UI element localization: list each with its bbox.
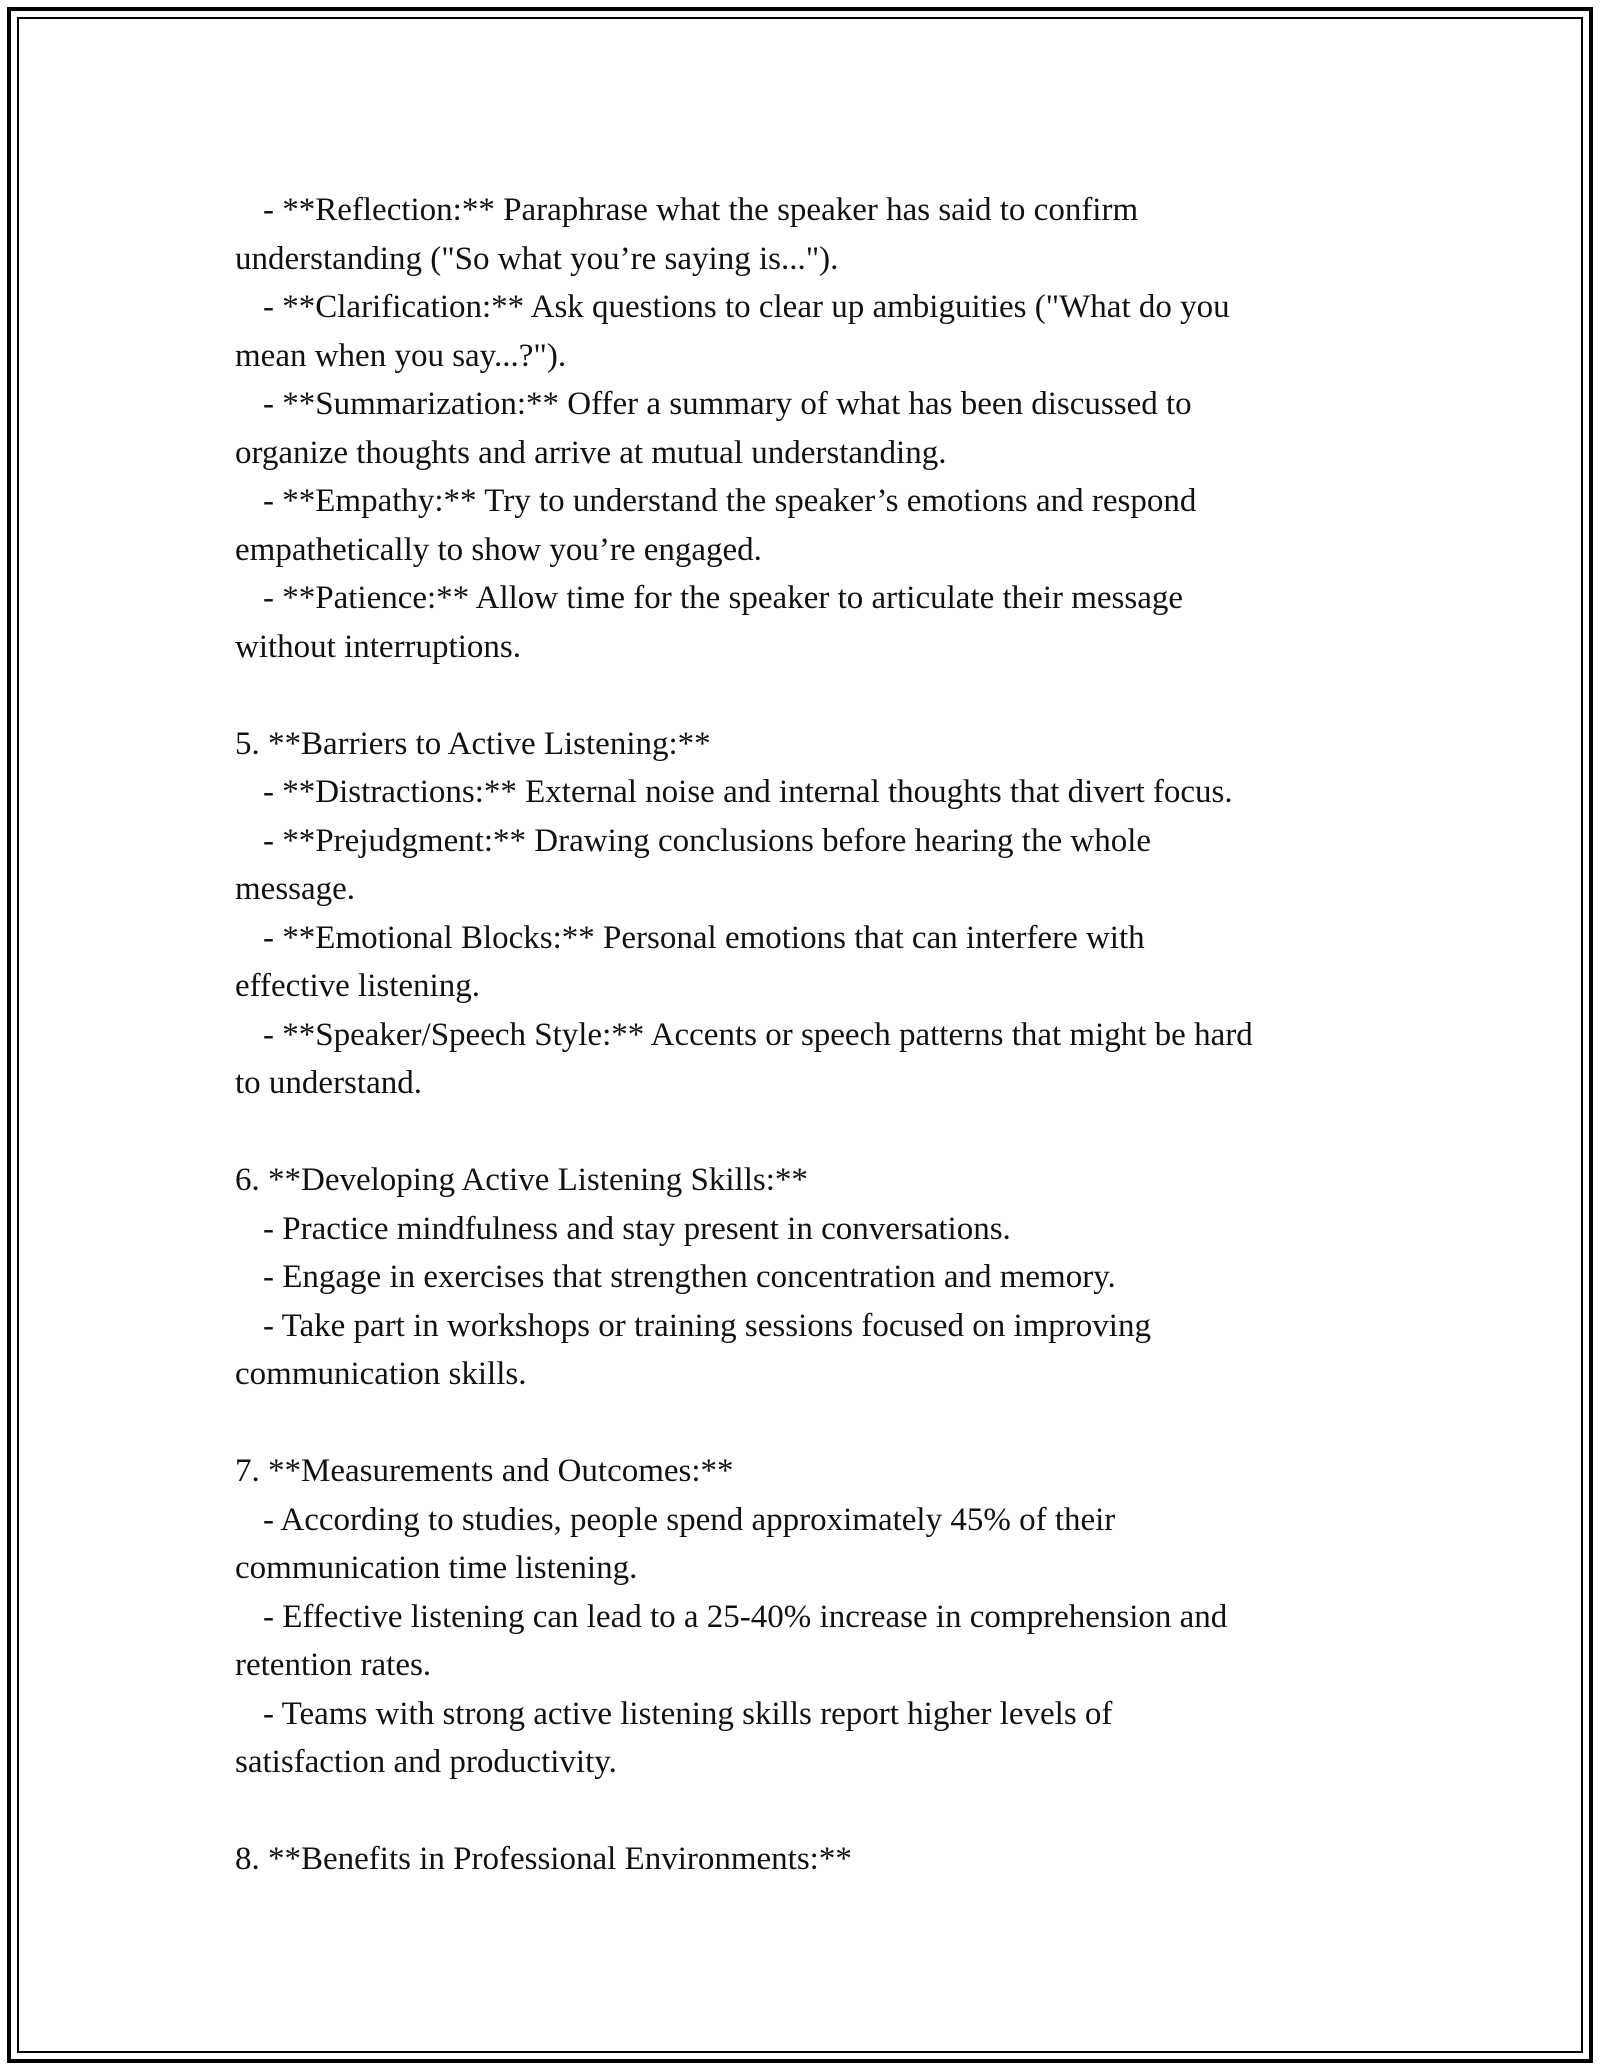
section-heading-measurements: 7. **Measurements and Outcomes:** <box>235 1453 734 1489</box>
section-heading-barriers: 5. **Barriers to Active Listening:** <box>235 725 711 762</box>
list-item-first-line: - According to studies, people spend approximately 45% of their <box>263 1501 1116 1538</box>
section-heading-developing-skills: 6. **Developing Active Listening Skills:** <box>235 1162 808 1198</box>
list-item <box>235 1593 1385 1690</box>
list-item <box>235 1690 1385 1787</box>
list-item-continuation: communication time listening. <box>235 1550 638 1586</box>
list-item <box>235 1011 1385 1108</box>
list-item-first-line: - **Clarification:** Ask questions to clear up ambiguities ("What do you <box>263 289 1230 325</box>
list-item-first-line: - Take part in workshops or training sessions focused on improving <box>263 1307 1151 1344</box>
list-item-first-line: - **Patience:** Allow time for the speaker to articulate their message <box>263 580 1184 616</box>
list-item-first-line: - Practice mindfulness and stay present in conversations. <box>263 1210 1011 1247</box>
list-item-first-line: - **Empathy:** Try to understand the speaker’s emotions and respond <box>263 483 1197 519</box>
list-item-continuation: empathetically to show you’re engaged. <box>235 531 762 568</box>
list-item <box>235 768 1385 817</box>
list-item-first-line: - Engage in exercises that strengthen concentration and memory. <box>263 1259 1116 1295</box>
paragraph-gap <box>235 1108 1385 1157</box>
paragraph-gap <box>235 1787 1385 1836</box>
list-item-continuation: without interruptions. <box>235 628 521 665</box>
list-item-continuation: communication skills. <box>235 1356 527 1392</box>
list-item-first-line: - **Prejudgment:** Drawing conclusions before hearing the whole <box>263 822 1152 859</box>
list-item-first-line: - **Reflection:** Paraphrase what the speaker has said to confirm <box>263 192 1139 228</box>
list-item <box>235 1253 1385 1302</box>
list-item <box>235 1302 1385 1399</box>
paragraph-gap <box>235 671 1385 720</box>
list-item <box>235 1205 1385 1254</box>
list-item-first-line: - Effective listening can lead to a 25-40% increase in comprehension and <box>263 1598 1228 1635</box>
paragraph-gap <box>235 1399 1385 1448</box>
list-item-first-line: - **Summarization:** Offer a summary of what has been discussed to <box>263 386 1192 422</box>
section-heading-benefits: 8. **Benefits in Professional Environments:** <box>235 1841 852 1877</box>
list-item <box>235 817 1385 914</box>
list-item-continuation: understanding ("So what you’re saying is..."). <box>235 240 839 277</box>
list-item <box>235 380 1385 477</box>
list-item <box>235 914 1385 1011</box>
list-item <box>235 574 1385 671</box>
list-item-first-line: - **Distractions:** External noise and internal thoughts that divert focus. <box>263 774 1233 810</box>
list-item <box>235 283 1385 380</box>
list-item <box>235 186 1385 283</box>
list-item-continuation: organize thoughts and arrive at mutual understanding. <box>235 434 947 471</box>
list-item-continuation: retention rates. <box>235 1647 432 1683</box>
list-item-continuation: message. <box>235 871 356 907</box>
list-item-continuation: mean when you say...?"). <box>235 337 567 374</box>
list-item-continuation: satisfaction and productivity. <box>235 1744 617 1780</box>
list-item-first-line: - **Emotional Blocks:** Personal emotions that can interfere with <box>263 919 1145 956</box>
list-item-first-line: - Teams with strong active listening skills report higher levels of <box>263 1695 1113 1732</box>
list-item <box>235 1496 1385 1593</box>
list-item-first-line: - **Speaker/Speech Style:** Accents or speech patterns that might be hard <box>263 1016 1253 1053</box>
list-item-continuation: to understand. <box>235 1065 422 1101</box>
list-item-continuation: effective listening. <box>235 968 480 1004</box>
document-body <box>235 186 1385 1884</box>
list-item <box>235 477 1385 574</box>
